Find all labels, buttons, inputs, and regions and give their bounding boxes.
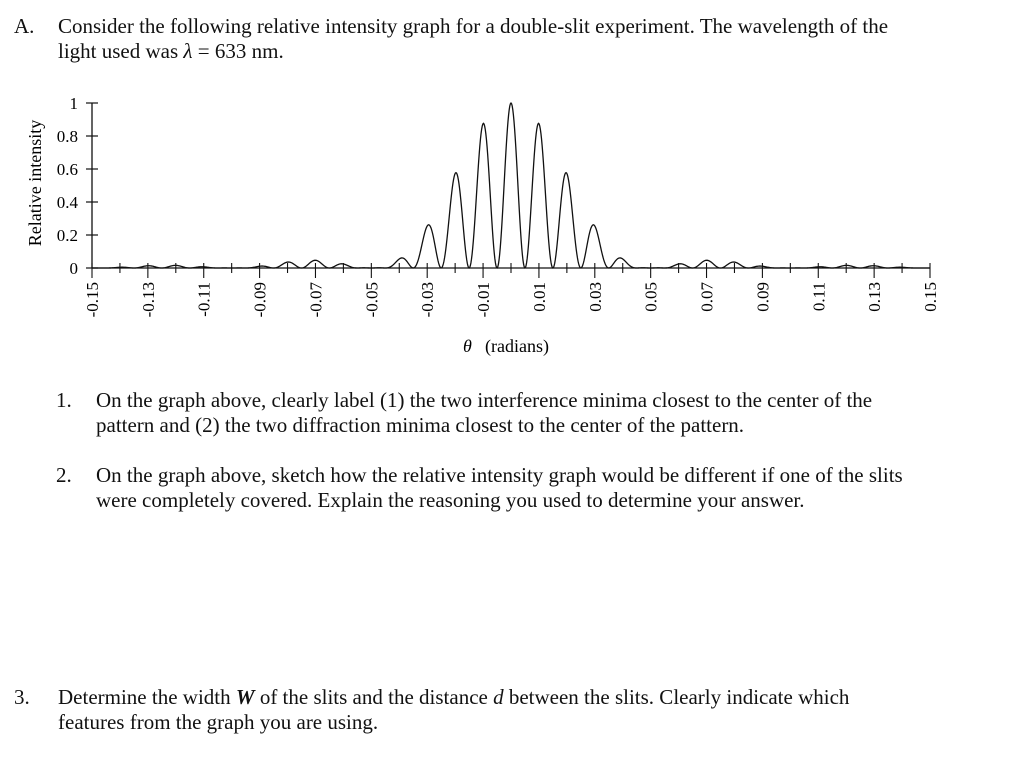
x-tick-label: 0.01 — [529, 282, 549, 312]
y-tick-label: 0.4 — [56, 193, 78, 212]
question-item-3 — [14, 685, 1014, 745]
y-tick-label: 0 — [69, 259, 78, 278]
intensity-curve — [92, 103, 930, 268]
wavelength-value: = 633 nm. — [192, 39, 284, 63]
item-2-number: 2. — [56, 463, 72, 487]
item-3-text-b: of the slits and the distance — [254, 685, 494, 709]
y-tick-label: 1 — [69, 94, 78, 113]
x-tick-label: 0.13 — [865, 282, 885, 312]
question-item-2 — [56, 463, 1016, 523]
slit-width-variable: W — [235, 685, 255, 709]
y-tick-label: 0.6 — [56, 160, 78, 179]
y-tick-label: 0.8 — [56, 127, 78, 146]
question-intro — [58, 14, 1008, 64]
item-3-number: 3. — [14, 685, 30, 709]
intensity-graph — [0, 80, 1024, 370]
x-tick-label: -0.07 — [306, 282, 326, 318]
x-tick-label: -0.13 — [138, 282, 158, 318]
y-axis-label: Relative intensity — [25, 119, 45, 247]
lambda-symbol: λ — [183, 39, 193, 63]
x-tick-label: 0.11 — [809, 282, 829, 312]
y-axis-label-group — [25, 120, 45, 246]
item-3-line-1 — [58, 685, 1008, 710]
intro-line-1: Consider the following relative intensity graph for a double-slit experiment. The wavelength of the — [58, 14, 889, 38]
x-tick-label: -0.15 — [83, 282, 102, 318]
item-3-text-a: Determine the width — [58, 685, 236, 709]
y-tick-label: 0.2 — [56, 226, 78, 245]
question-marker: A. — [14, 14, 35, 38]
x-tick-label: 0.15 — [921, 282, 940, 312]
item-2-line-1: On the graph above, sketch how the relative intensity graph would be different if one of the slits — [96, 463, 903, 487]
x-tick-label: -0.01 — [474, 282, 494, 318]
item-2-text — [96, 463, 1016, 513]
item-1-number: 1. — [56, 388, 72, 412]
item-3-text-c: between the slits. Clearly indicate which — [503, 685, 850, 709]
x-tick-label: 0.03 — [585, 282, 605, 312]
x-axis-symbol: θ — [463, 336, 472, 356]
peak-marks — [148, 103, 874, 266]
x-tick-label: 0.07 — [697, 282, 717, 312]
item-3-line-2: features from the graph you are using. — [58, 710, 379, 734]
item-3-text — [58, 685, 1008, 735]
x-tick-label: -0.05 — [362, 282, 382, 318]
item-1-line-2: pattern and (2) the two diffraction minima closest to the center of the pattern. — [96, 413, 745, 437]
item-2-line-2: were completely covered. Explain the reasoning you used to determine your answer. — [96, 488, 805, 512]
slit-distance-variable: d — [493, 685, 504, 709]
x-tick-label: -0.03 — [418, 282, 438, 318]
question-item-1 — [56, 388, 1016, 448]
intensity-graph-svg — [0, 80, 1024, 370]
x-axis-label: (radians) — [485, 336, 549, 356]
x-ticks — [83, 263, 940, 317]
x-tick-label: -0.11 — [194, 282, 214, 317]
x-tick-label: 0.05 — [641, 282, 661, 312]
intro-line-2 — [58, 39, 1008, 64]
intro-line-2-prefix: light used was — [58, 39, 184, 63]
item-1-line-1: On the graph above, clearly label (1) the two interference minima closest to the center of the — [96, 388, 873, 412]
x-tick-label: 0.09 — [753, 282, 773, 312]
item-1-text — [96, 388, 1016, 438]
x-tick-label: -0.09 — [250, 282, 270, 318]
